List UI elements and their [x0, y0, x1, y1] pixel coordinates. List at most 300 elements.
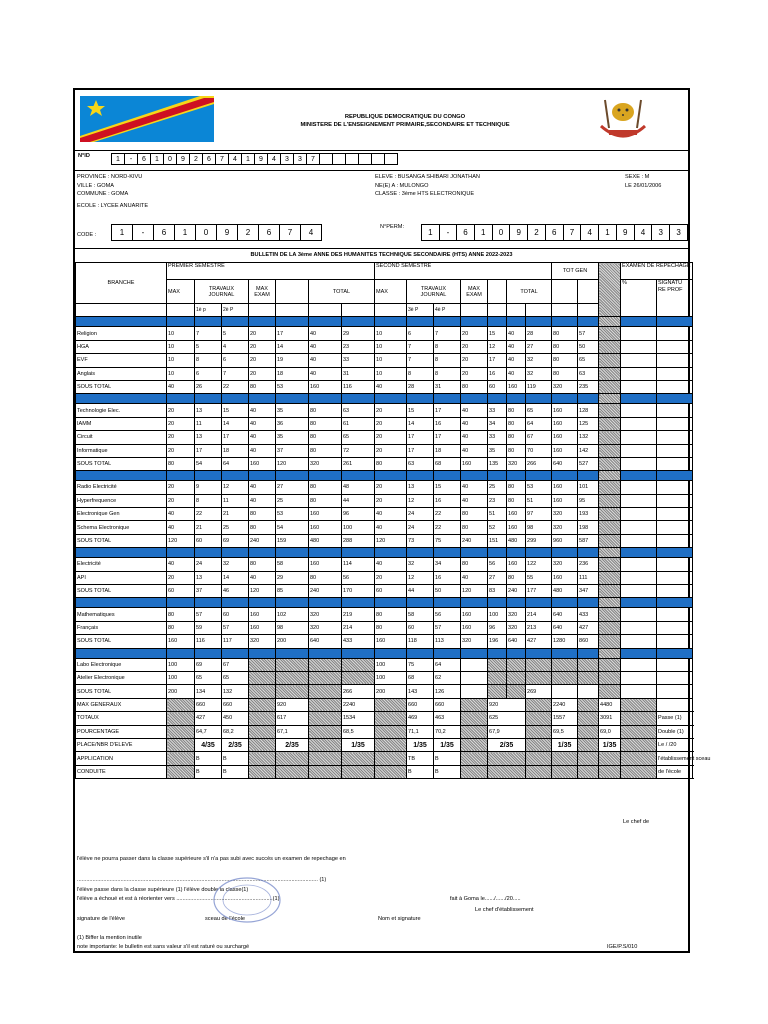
grade-cell: 40 — [375, 380, 407, 393]
examen-header: EXAMEN DE REPECHAGE — [621, 263, 693, 280]
nperm-label: N°PERM: — [380, 224, 404, 230]
grade-cell: 160 — [507, 521, 526, 534]
grade-cell: 56 — [434, 608, 461, 621]
grade-cell: 40 — [375, 558, 407, 571]
grade-cell: 860 — [578, 635, 599, 648]
grade-cell: 160 — [249, 457, 276, 470]
footer-fait: fait à Goma le....../....../20..... — [450, 896, 521, 902]
grade-cell: 65 — [222, 671, 249, 684]
branche-name: Anglais — [76, 367, 167, 380]
grade-cell: 20 — [375, 481, 407, 494]
grade-cell: 1280 — [552, 635, 578, 648]
grade-cell: 320 — [507, 621, 526, 634]
summary-value: 1/35 — [599, 738, 621, 751]
travaux-header: TRAVAUX JOURNAL — [195, 280, 249, 304]
grade-cell: 22 — [434, 521, 461, 534]
max-exam-header-2: MAX EXAM — [461, 280, 488, 304]
grade-cell: 64 — [526, 417, 552, 430]
grade-row — [76, 367, 693, 380]
grade-cell: 34 — [434, 558, 461, 571]
grade-cell: 10 — [167, 367, 195, 380]
grade-cell: 320 — [552, 558, 578, 571]
grade-cell: 116 — [195, 635, 222, 648]
grade-cell: 320 — [309, 457, 342, 470]
grade-cell: 135 — [488, 457, 507, 470]
grade-cell: 347 — [578, 585, 599, 598]
max-exam-header: MAX EXAM — [249, 280, 276, 304]
summary-value: 69,5 — [552, 725, 578, 738]
branche-name: SOUS TOTAL — [76, 457, 167, 470]
grade-cell: 160 — [249, 621, 276, 634]
province: PROVINCE : NORD-KIVU — [77, 174, 143, 180]
grade-cell: 63 — [578, 367, 599, 380]
grade-cell: 100 — [375, 658, 407, 671]
grade-cell: 170 — [342, 585, 375, 598]
grade-row — [76, 340, 693, 353]
branche-header: BRANCHE — [76, 263, 167, 304]
grade-cell: 6 — [407, 327, 434, 340]
grade-cell: 22 — [195, 508, 222, 521]
grade-cell: 17 — [222, 431, 249, 444]
grade-cell: 18 — [434, 444, 461, 457]
nperm-digit-box: 9 — [616, 225, 634, 241]
grade-cell: 80 — [507, 571, 526, 584]
grade-cell — [276, 685, 309, 698]
side-note: de l'école — [657, 765, 693, 778]
footer-ref: IGE/P.S/010 — [607, 944, 638, 950]
grade-cell: 85 — [276, 585, 309, 598]
branche-name: SOUS TOTAL — [76, 585, 167, 598]
grade-cell: 134 — [195, 685, 222, 698]
grade-cell: 40 — [309, 327, 342, 340]
footer-biffer: (1) Biffer la mention inutile — [77, 935, 142, 941]
p1-header: 1è p — [195, 304, 222, 317]
grade-cell: 80 — [507, 404, 526, 417]
grade-cell: 40 — [309, 367, 342, 380]
grade-cell: 53 — [526, 481, 552, 494]
grade-cell: 80 — [167, 457, 195, 470]
grade-cell: 34 — [488, 417, 507, 430]
summary-value: 1557 — [552, 712, 578, 725]
grade-cell — [488, 685, 507, 698]
grade-cell: 24 — [407, 521, 434, 534]
grade-cell: 160 — [552, 404, 578, 417]
grade-cell: 132 — [222, 685, 249, 698]
grade-cell: 320 — [507, 608, 526, 621]
nperm-digit-box: 3 — [670, 225, 688, 241]
nperm-digit-box: 0 — [492, 225, 510, 241]
grade-cell: 160 — [309, 508, 342, 521]
grade-cell: 320 — [552, 521, 578, 534]
p2-header: 2è P — [222, 304, 249, 317]
grade-cell: 32 — [526, 367, 552, 380]
summary-value: 469 — [407, 712, 434, 725]
bulletin-page — [73, 88, 711, 953]
grade-cell: 433 — [578, 608, 599, 621]
nperm-digit-box: 4 — [634, 225, 652, 241]
nperm-digit-box: 2 — [528, 225, 546, 241]
grade-cell: 288 — [342, 534, 375, 547]
grade-cell: 640 — [309, 635, 342, 648]
grade-cell: 261 — [342, 457, 375, 470]
grade-cell: 33 — [488, 431, 507, 444]
summary-label: MAX GENERAUX — [76, 698, 167, 711]
grade-cell: 20 — [249, 340, 276, 353]
branche-name: Circuit — [76, 431, 167, 444]
grade-cell: 96 — [488, 621, 507, 634]
grade-cell: 118 — [407, 635, 434, 648]
grade-cell: 25 — [276, 494, 309, 507]
grade-cell: 20 — [461, 354, 488, 367]
grade-cell: 299 — [526, 534, 552, 547]
grade-cell: 640 — [552, 457, 578, 470]
grade-cell: 6 — [195, 367, 222, 380]
grade-cell: 100 — [488, 608, 507, 621]
nperm-digit-box: 1 — [599, 225, 617, 241]
grade-cell: 120 — [461, 585, 488, 598]
grade-cell: 11 — [195, 417, 222, 430]
grade-cell: 56 — [342, 571, 375, 584]
nperm-boxes — [421, 224, 688, 241]
grade-cell: 160 — [309, 380, 342, 393]
grade-cell: 44 — [407, 585, 434, 598]
grade-cell — [578, 658, 599, 671]
section-divider — [76, 394, 693, 404]
grade-cell: 40 — [375, 521, 407, 534]
grade-cell: 8 — [195, 354, 222, 367]
grade-cell: 80 — [249, 558, 276, 571]
grade-cell: 40 — [249, 494, 276, 507]
grade-cell — [309, 658, 342, 671]
grade-cell: 20 — [167, 431, 195, 444]
side-note: Le chef de — [623, 819, 650, 825]
grade-cell: 80 — [249, 521, 276, 534]
grade-cell — [276, 671, 309, 684]
grade-cell: 32 — [407, 558, 434, 571]
grade-cell: 200 — [375, 685, 407, 698]
grade-cell: 160 — [552, 494, 578, 507]
summary-value: 3091 — [599, 712, 621, 725]
pct-header: % — [621, 280, 657, 317]
summary-value: 617 — [276, 712, 309, 725]
grade-cell: 40 — [167, 380, 195, 393]
grade-cell: 40 — [167, 558, 195, 571]
grade-cell: 160 — [552, 431, 578, 444]
grade-cell: 427 — [526, 635, 552, 648]
grade-cell: 113 — [434, 635, 461, 648]
grade-cell: 69 — [195, 658, 222, 671]
footer-chef: Le chef d'établissement — [475, 907, 534, 913]
grade-cell: 98 — [276, 621, 309, 634]
grade-cell: 8 — [434, 354, 461, 367]
summary-value: 660 — [434, 698, 461, 711]
grade-cell: 40 — [167, 521, 195, 534]
grade-cell: 83 — [488, 585, 507, 598]
grade-row — [76, 608, 693, 621]
grade-cell: 143 — [407, 685, 434, 698]
grade-cell: 160 — [375, 635, 407, 648]
grade-cell: 44 — [342, 494, 375, 507]
grade-cell: 24 — [195, 558, 222, 571]
grade-cell: 4 — [222, 340, 249, 353]
id-digit-box — [372, 154, 385, 165]
footer-reorienter: l'élève a échoué et est à réorienter vers ..............................................................(1) — [77, 896, 280, 902]
nperm-digit-box: 1 — [474, 225, 492, 241]
grade-cell: 14 — [276, 340, 309, 353]
grade-cell — [342, 658, 375, 671]
p3-header: 3è P — [407, 304, 434, 317]
summary-value: 68,2 — [222, 725, 249, 738]
grade-cell: 10 — [167, 354, 195, 367]
grade-cell: 80 — [552, 340, 578, 353]
summary-value: B — [407, 765, 434, 778]
max-header-2: MAX — [375, 280, 407, 304]
grade-cell: 10 — [375, 340, 407, 353]
section-divider — [76, 317, 693, 327]
grade-cell: 67 — [222, 658, 249, 671]
side-note: Double (1) — [657, 725, 693, 738]
grade-cell: 15 — [488, 327, 507, 340]
grade-cell: 320 — [507, 457, 526, 470]
grade-cell: 320 — [309, 608, 342, 621]
grade-cell: 159 — [276, 534, 309, 547]
grade-cell: 960 — [552, 534, 578, 547]
grade-cell — [488, 658, 507, 671]
grade-cell: 80 — [375, 621, 407, 634]
section-divider — [76, 471, 693, 481]
grade-row — [76, 521, 693, 534]
second-semestre-header: SECOND SEMESTRE — [375, 263, 552, 280]
grade-row — [76, 494, 693, 507]
code-digit-box: 9 — [217, 225, 238, 241]
grade-cell: 40 — [249, 444, 276, 457]
grade-cell: 160 — [552, 481, 578, 494]
grade-cell: 160 — [552, 571, 578, 584]
max-generaux-row — [76, 698, 693, 711]
grade-cell: 320 — [249, 635, 276, 648]
ministry-title: MINISTERE DE L'ENSEIGNEMENT PRIMAIRE,SECONDAIRE ET TECHNIQUE — [300, 122, 510, 128]
summary-value: 4480 — [599, 698, 621, 711]
grade-cell: 20 — [167, 481, 195, 494]
grade-cell: 80 — [507, 417, 526, 430]
summary-value: 71,1 — [407, 725, 434, 738]
grade-cell: 177 — [526, 585, 552, 598]
grade-cell — [526, 671, 552, 684]
summary-value: 2/35 — [488, 738, 526, 751]
grade-cell: 35 — [276, 431, 309, 444]
grade-cell: 40 — [507, 340, 526, 353]
id-digit-box: 3 — [294, 154, 307, 165]
grade-cell: 640 — [552, 608, 578, 621]
grade-cell: 40 — [461, 431, 488, 444]
grade-cell: 17 — [434, 431, 461, 444]
grade-cell: 266 — [342, 685, 375, 698]
grade-cell: 196 — [488, 635, 507, 648]
id-digit-box: 9 — [255, 154, 268, 165]
grade-cell — [309, 671, 342, 684]
grade-cell: 62 — [434, 671, 461, 684]
side-note: Passe (1) — [657, 712, 693, 725]
grade-cell: 65 — [578, 354, 599, 367]
grade-cell: 22 — [434, 508, 461, 521]
total-header: TOTAL — [309, 280, 375, 304]
summary-value: 2240 — [552, 698, 578, 711]
summary-label: CONDUITE — [76, 765, 167, 778]
branche-name: SOUS TOTAL — [76, 534, 167, 547]
grade-cell: 7 — [222, 367, 249, 380]
branche-name: Radio Electricité — [76, 481, 167, 494]
grade-cell: 17 — [195, 444, 222, 457]
grade-cell: 20 — [375, 571, 407, 584]
grade-cell: 80 — [461, 508, 488, 521]
p4-header: 4è P — [434, 304, 461, 317]
grade-row — [76, 558, 693, 571]
grade-row — [76, 635, 693, 648]
grade-cell: 80 — [507, 481, 526, 494]
grade-cell: 21 — [222, 508, 249, 521]
grade-row — [76, 508, 693, 521]
branche-name: SOUS TOTAL — [76, 380, 167, 393]
grade-cell: 40 — [507, 367, 526, 380]
grade-cell: 8 — [434, 340, 461, 353]
grade-cell: 60 — [222, 608, 249, 621]
grade-cell: 80 — [309, 571, 342, 584]
summary-value: 625 — [488, 712, 526, 725]
summary-value: B — [222, 765, 249, 778]
grade-cell: 26 — [195, 380, 222, 393]
grade-cell: 25 — [222, 521, 249, 534]
coat-of-arms-emblem — [593, 96, 653, 144]
grade-cell: 40 — [249, 404, 276, 417]
id-boxes — [111, 153, 398, 165]
grade-cell: 80 — [309, 444, 342, 457]
grade-cell: 40 — [507, 327, 526, 340]
grade-cell: 70 — [526, 444, 552, 457]
grade-cell: 20 — [461, 327, 488, 340]
grade-cell — [276, 658, 309, 671]
grade-cell: 67 — [526, 431, 552, 444]
grade-cell: 52 — [488, 521, 507, 534]
pourcentage-row — [76, 725, 693, 738]
grade-cell: 219 — [342, 608, 375, 621]
side-note: l'établissement sceau — [657, 752, 693, 765]
grade-cell: 27 — [526, 340, 552, 353]
summary-value: B — [434, 765, 461, 778]
grade-cell — [526, 658, 552, 671]
grade-cell: 35 — [276, 404, 309, 417]
summary-label: TOTAUX — [76, 712, 167, 725]
branche-name: Electricité — [76, 558, 167, 571]
grade-cell: 80 — [552, 354, 578, 367]
code-label: CODE : — [77, 232, 97, 238]
grade-cell: 29 — [276, 571, 309, 584]
grade-cell: 13 — [195, 571, 222, 584]
grade-cell: 96 — [342, 508, 375, 521]
grade-cell: 132 — [578, 431, 599, 444]
grade-cell: 12 — [407, 571, 434, 584]
grade-cell: 80 — [309, 494, 342, 507]
branche-name: Français — [76, 621, 167, 634]
code-digit-box: - — [133, 225, 154, 241]
grade-cell: 433 — [342, 635, 375, 648]
summary-value: 920 — [488, 698, 526, 711]
grade-cell: 22 — [222, 380, 249, 393]
grade-cell: 14 — [222, 417, 249, 430]
grade-cell: 13 — [195, 404, 222, 417]
grade-cell: 320 — [309, 621, 342, 634]
grade-cell: 17 — [407, 444, 434, 457]
grade-cell: 8 — [407, 367, 434, 380]
grade-cell: 160 — [552, 417, 578, 430]
grade-cell: 320 — [552, 508, 578, 521]
footer-sign-eleve: signature de l'élève — [77, 916, 126, 922]
grade-cell: 29 — [342, 327, 375, 340]
grade-cell: 8 — [195, 494, 222, 507]
id-digit-box — [333, 154, 346, 165]
application-row — [76, 752, 693, 765]
grade-cell: 53 — [276, 380, 309, 393]
branche-name: IAMM — [76, 417, 167, 430]
grade-row — [76, 457, 693, 470]
grade-cell: 17 — [407, 431, 434, 444]
id-digit-box: 4 — [229, 154, 242, 165]
grade-cell: 13 — [195, 431, 222, 444]
grade-cell: 98 — [526, 521, 552, 534]
grade-cell: 160 — [461, 457, 488, 470]
grade-cell: 80 — [309, 481, 342, 494]
grade-cell: 160 — [249, 608, 276, 621]
grade-cell: 20 — [249, 327, 276, 340]
nperm-digit-box: 3 — [652, 225, 670, 241]
grade-cell: 32 — [526, 354, 552, 367]
id-digit-box: 0 — [164, 154, 177, 165]
grade-cell: 31 — [434, 380, 461, 393]
grade-cell: 37 — [195, 585, 222, 598]
footer-dots: ........................................................................................................................................................... (1) — [77, 877, 327, 883]
grade-cell: 80 — [507, 431, 526, 444]
grade-cell: 40 — [375, 508, 407, 521]
summary-value: 1/35 — [342, 738, 375, 751]
grade-cell: 80 — [507, 444, 526, 457]
grade-cell: 100 — [375, 671, 407, 684]
ville: VILLE : GOMA — [77, 182, 114, 189]
summary-value: TB — [407, 752, 434, 765]
grade-cell: 65 — [342, 431, 375, 444]
grade-cell: 16 — [434, 571, 461, 584]
branche-name: Schema Electronique — [76, 521, 167, 534]
grade-cell — [552, 658, 578, 671]
grade-cell: 80 — [309, 417, 342, 430]
grade-cell: 58 — [276, 558, 309, 571]
grade-cell: 160 — [461, 608, 488, 621]
grade-cell: 40 — [249, 481, 276, 494]
grade-row — [76, 380, 693, 393]
grade-cell: 28 — [407, 380, 434, 393]
grade-row — [76, 417, 693, 430]
id-digit-box — [359, 154, 372, 165]
grade-cell — [342, 671, 375, 684]
grade-cell: 587 — [578, 534, 599, 547]
code-digit-box: 6 — [154, 225, 175, 241]
total-header-2: TOTAL — [507, 280, 552, 304]
grade-cell: 20 — [375, 444, 407, 457]
grade-cell: 5 — [195, 340, 222, 353]
summary-value: 1/35 — [552, 738, 578, 751]
grade-cell: 160 — [507, 558, 526, 571]
summary-value: 660 — [407, 698, 434, 711]
summary-value: 660 — [222, 698, 249, 711]
nperm-digit-box: 4 — [581, 225, 599, 241]
